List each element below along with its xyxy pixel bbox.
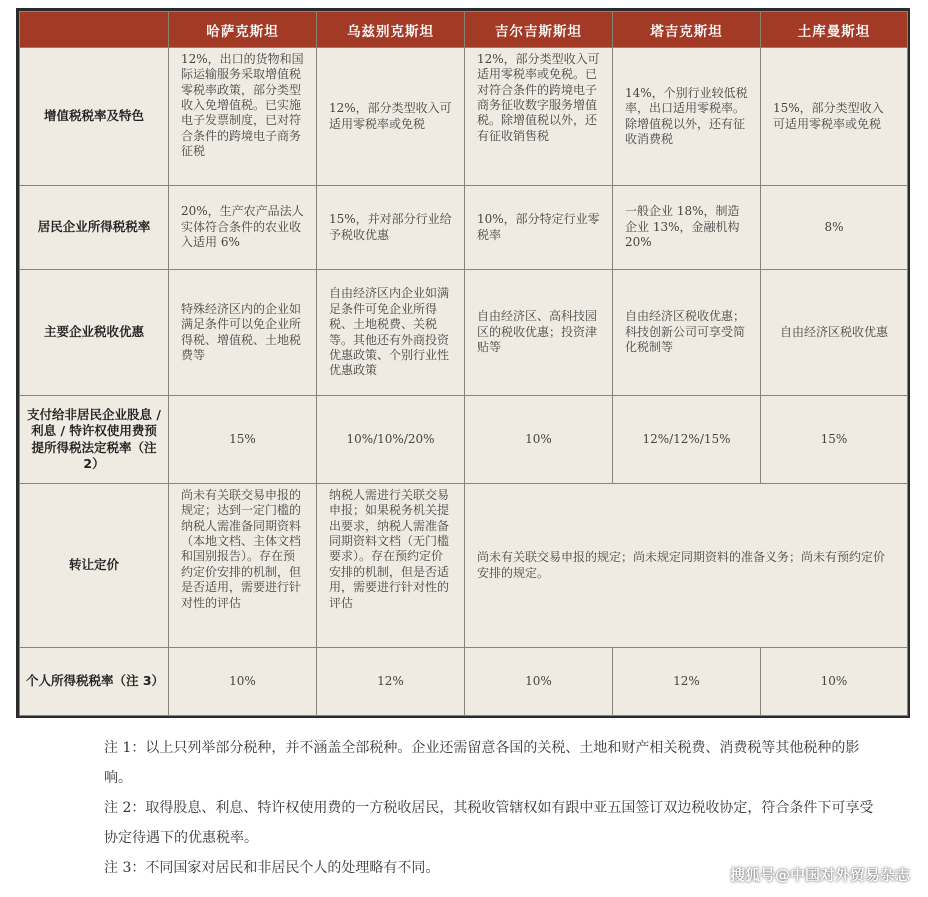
note-3: 注 3：不同国家对居民和非居民个人的处理略有不同。	[104, 860, 440, 876]
table-cell: 12%，部分类型收入可适用零税率或免税。已对符合条件的跨境电子商务征收数字服务增值税。除增值税以外，还有征收销售税	[465, 48, 613, 186]
table-cell: 12%，部分类型收入可适用零税率或免税	[317, 48, 465, 186]
table-cell: 12%	[317, 648, 465, 716]
column-header-turkmenistan: 土库曼斯坦	[761, 12, 908, 48]
row-header-pit: 个人所得税税率（注 3）	[20, 648, 169, 716]
row-header-withholding: 支付给非居民企业股息 / 利息 / 特许权使用费预提所得税法定税率（注 2）	[20, 396, 169, 484]
table-cell: 15%，部分类型收入可适用零税率或免税	[761, 48, 908, 186]
row-header-incentives: 主要企业税收优惠	[20, 270, 169, 396]
row-header-transfer-pricing: 转让定价	[20, 484, 169, 648]
table-cell: 8%	[761, 186, 908, 270]
table-cell: 12%/12%/15%	[613, 396, 761, 484]
table-cell: 自由经济区税收优惠；科技创新公司可享受简化税制等	[613, 270, 761, 396]
row-header-cit: 居民企业所得税税率	[20, 186, 169, 270]
table-row	[20, 648, 908, 716]
table-row	[20, 396, 908, 484]
table-cell: 15%，并对部分行业给予税收优惠	[317, 186, 465, 270]
table-cell-merged: 尚未有关联交易申报的规定；尚未规定同期资料的准备义务；尚未有预约定价安排的规定。	[465, 484, 908, 648]
table-cell: 10%	[465, 648, 613, 716]
watermark: 搜狐号@中国对外贸易杂志	[729, 866, 910, 884]
table-row	[20, 484, 908, 648]
table-cell: 14%，个别行业较低税率，出口适用零税率。除增值税以外，还有征收消费税	[613, 48, 761, 186]
table-cell: 10%，部分特定行业零税率	[465, 186, 613, 270]
table-cell: 10%/10%/20%	[317, 396, 465, 484]
table-cell: 自由经济区税收优惠	[761, 270, 908, 396]
column-header-tajikistan: 塔吉克斯坦	[613, 12, 761, 48]
table-cell: 15%	[169, 396, 317, 484]
table-cell: 自由经济区、高科技园区的税收优惠；投资津贴等	[465, 270, 613, 396]
table-row	[20, 270, 908, 396]
note-1: 注 1：以上只列举部分税种，并不涵盖全部税种。企业还需留意各国的关税、土地和财产相关税费、消费税等其他税种的影响。	[104, 740, 860, 786]
table-cell: 12%，出口的货物和国际运输服务采取增值税零税率政策，部分类型收入免增值税。已实施电子发票制度，已对符合条件的跨境电子商务征税	[169, 48, 317, 186]
tax-comparison-table	[16, 8, 910, 718]
table-cell: 尚未有关联交易申报的规定；达到一定门槛的纳税人需准备同期资料（本地文档、主体文档和国别报告）。存在预约定价安排的机制，但是否适用，需要进行针对性的评估	[169, 484, 317, 648]
table-cell: 一般企业 18%，制造企业 13%，金融机构 20%	[613, 186, 761, 270]
table-cell: 20%，生产农产品法人实体符合条件的农业收入适用 6%	[169, 186, 317, 270]
table-cell: 10%	[465, 396, 613, 484]
row-header-vat: 增值税税率及特色	[20, 48, 169, 186]
header-corner	[20, 12, 169, 48]
table-cell: 纳税人需进行关联交易申报；如果税务机关提出要求，纳税人需准备同期资料文档（无门槛要求）。存在预约定价安排的机制，但是否适用，需要进行针对性的评估	[317, 484, 465, 648]
table-cell: 10%	[761, 648, 908, 716]
table-row	[20, 186, 908, 270]
table-cell: 15%	[761, 396, 908, 484]
column-header-kyrgyzstan: 吉尔吉斯斯坦	[465, 12, 613, 48]
table-row	[20, 48, 908, 186]
note-2: 注 2：取得股息、利息、特许权使用费的一方税收居民，其税收管辖权如有跟中亚五国签订双边税收协定，符合条件下可享受协定待遇下的优惠税率。	[104, 800, 874, 846]
column-header-kazakhstan: 哈萨克斯坦	[169, 12, 317, 48]
column-header-uzbekistan: 乌兹别克斯坦	[317, 12, 465, 48]
table-cell: 10%	[169, 648, 317, 716]
table-cell: 自由经济区内企业如满足条件可免企业所得税、土地税费、关税等。其他还有外商投资优惠政策、个别行业性优惠政策	[317, 270, 465, 396]
table-cell: 特殊经济区内的企业如满足条件可以免企业所得税、增值税、土地税费等	[169, 270, 317, 396]
footnotes	[104, 733, 874, 883]
table-cell: 12%	[613, 648, 761, 716]
